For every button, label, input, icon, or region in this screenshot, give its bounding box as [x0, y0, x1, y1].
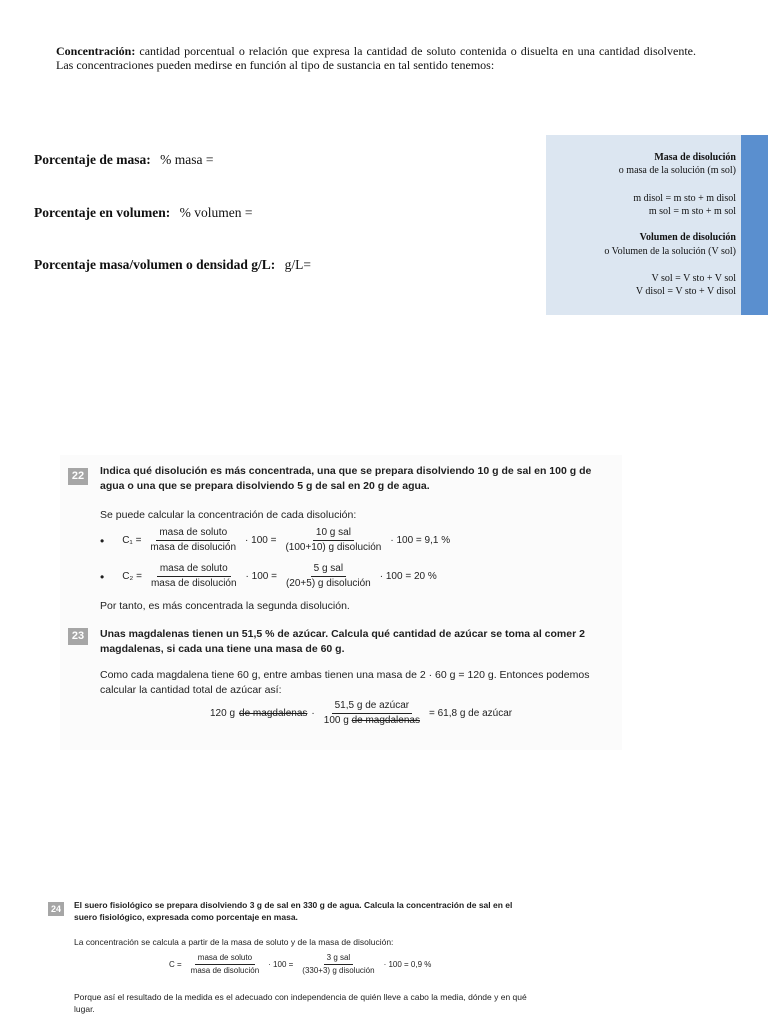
volume-solution-subtitle: o Volumen de la solución (V sol) — [604, 246, 736, 257]
exercise-23-number: 23 — [68, 628, 88, 645]
c2-denominator: (20+5) g disolución — [285, 578, 371, 589]
percent-mass-line — [34, 152, 213, 168]
exercise-22-equation-c2 — [100, 563, 437, 590]
exercise-23-equation — [210, 700, 512, 727]
exercise-24-number: 24 — [48, 902, 64, 916]
percent-volume-label: Porcentaje en volumen: — [34, 205, 171, 220]
percent-volume-line — [34, 205, 252, 221]
exercise-24-text: La concentración se calcula a partir de la masa de soluto y de la masa de disolución: — [74, 937, 394, 947]
exercise-23-text: Como cada magdalena tiene 60 g, entre ambas tienen una masa de 2 · 60 g = 120 g. Entonces podemos calcular la cantidad total de azúcar así: — [100, 669, 590, 696]
fraction-denominator: masa de disolución — [190, 966, 260, 975]
lhs-mass: 120 g — [210, 708, 236, 719]
sugar-numerator: 51,5 g de azúcar — [332, 700, 413, 714]
exercise-22-question: Indica qué disolución es más concentrada, una que se prepara disolviendo 10 g de sal en 100 g de agua o una que se prepara disolviendo 5 g de sal en 20 g de agua. — [100, 465, 592, 492]
exercise-22-intro: Se puede calcular la concentración de cada disolución: — [100, 509, 357, 521]
denominator-mass: 100 g — [323, 715, 349, 726]
exercise-22-equation-c1 — [100, 527, 450, 554]
c2-definition-fraction — [148, 563, 240, 590]
percent-mass-volume-label: Porcentaje masa/volumen o densidad g/L: — [34, 257, 276, 272]
percent-mass-volume-line — [34, 257, 311, 273]
exercise-22-conclusion: Por tanto, es más concentrada la segunda disolución. — [100, 600, 350, 612]
c1-label: C₁ = — [122, 535, 142, 546]
fraction-denominator: masa de disolución — [150, 542, 237, 553]
percent-volume-formula: % volumen = — [179, 205, 253, 220]
percent-mass-label: Porcentaje de masa: — [34, 152, 151, 167]
c2-value-fraction — [283, 563, 374, 590]
c-numerator: 3 g sal — [324, 953, 354, 965]
c2-label: C₂ = — [122, 571, 142, 582]
c1-denominator: (100+10) g disolución — [285, 542, 382, 553]
c1-value-fraction — [282, 527, 384, 554]
mass-equation-2: m sol = m sto + m sol — [648, 206, 736, 217]
percent-mass-volume-formula: g/L= — [284, 257, 312, 272]
mass-equation-1: m disol = m sto + m disol — [633, 193, 736, 204]
mass-solution-subtitle: o masa de la solución (m sol) — [618, 165, 736, 176]
c1-definition-fraction — [147, 527, 239, 554]
exercise-22-number: 22 — [68, 468, 88, 485]
volume-solution-title: Volumen de disolución — [639, 232, 736, 243]
c-value-fraction — [299, 953, 377, 976]
info-box-accent-bar — [741, 135, 768, 315]
exercise-23-question: Unas magdalenas tienen un 51,5 % de azúcar. Calcula qué cantidad de azúcar se toma al comer 2 magdalenas, si cada una tiene una masa de 60 g. — [100, 628, 585, 655]
denominator-struck-unit: de magdalenas — [351, 715, 420, 726]
exercise-24-question: El suero fisiológico se prepara disolviendo 3 g de sal en 330 g de agua. Calcula la concentración de sal en el suero fisiológico, expresada como porcentaje en masa. — [74, 900, 513, 922]
times-100: · 100 = — [245, 571, 277, 582]
intro-term: Concentración: — [56, 44, 136, 58]
c2-result: · 100 = 20 % — [379, 571, 437, 582]
mass-solution-title: Masa de disolución — [654, 152, 736, 163]
fraction-numerator: masa de soluto — [156, 527, 230, 541]
multiply-dot: · — [311, 708, 315, 719]
percent-mass-formula: % masa = — [160, 152, 214, 167]
times-100: · 100 = — [268, 960, 294, 969]
exercise-scan-22-23 — [60, 455, 622, 750]
exercise-24-equation — [169, 953, 431, 976]
exercise-23-result: = 61,8 g de azúcar — [428, 708, 513, 719]
fraction-numerator: masa de soluto — [195, 953, 255, 965]
c1-result: · 100 = 9,1 % — [390, 535, 451, 546]
fraction-denominator: masa de disolución — [150, 578, 237, 589]
lhs-struck-unit: de magdalenas — [239, 708, 308, 719]
c-denominator: (330+3) g disolución — [302, 966, 375, 975]
intro-text: cantidad porcentual o relación que expresa la cantidad de soluto contenida o disuelta en una cantidad disolvente. Las concentraciones pueden medirse en función al tipo de sustancia en tal sentido tenemos: — [56, 44, 697, 72]
exercise-scan-24 — [44, 892, 534, 1024]
c1-numerator: 10 g sal — [313, 527, 354, 541]
volume-equation-2: V disol = V sto + V disol — [635, 286, 736, 297]
times-100: · 100 = — [245, 535, 277, 546]
sugar-fraction — [321, 700, 423, 727]
intro-paragraph — [56, 44, 696, 72]
bullet-icon: • — [100, 569, 105, 584]
c2-numerator: 5 g sal — [311, 563, 346, 577]
exercise-24-footer: Porque así el resultado de la medida es el adecuado con independencia de quién lleve a cabo la media, dónde y en qué lugar. — [74, 992, 527, 1014]
bullet-icon: • — [100, 533, 105, 548]
fraction-numerator: masa de soluto — [157, 563, 231, 577]
c-definition-fraction — [188, 953, 262, 976]
volume-equation-1: V sol = V sto + V sol — [651, 273, 736, 284]
exercise-24-result: · 100 = 0,9 % — [383, 960, 432, 969]
sugar-denominator — [321, 714, 423, 727]
c-label: C = — [169, 960, 182, 969]
